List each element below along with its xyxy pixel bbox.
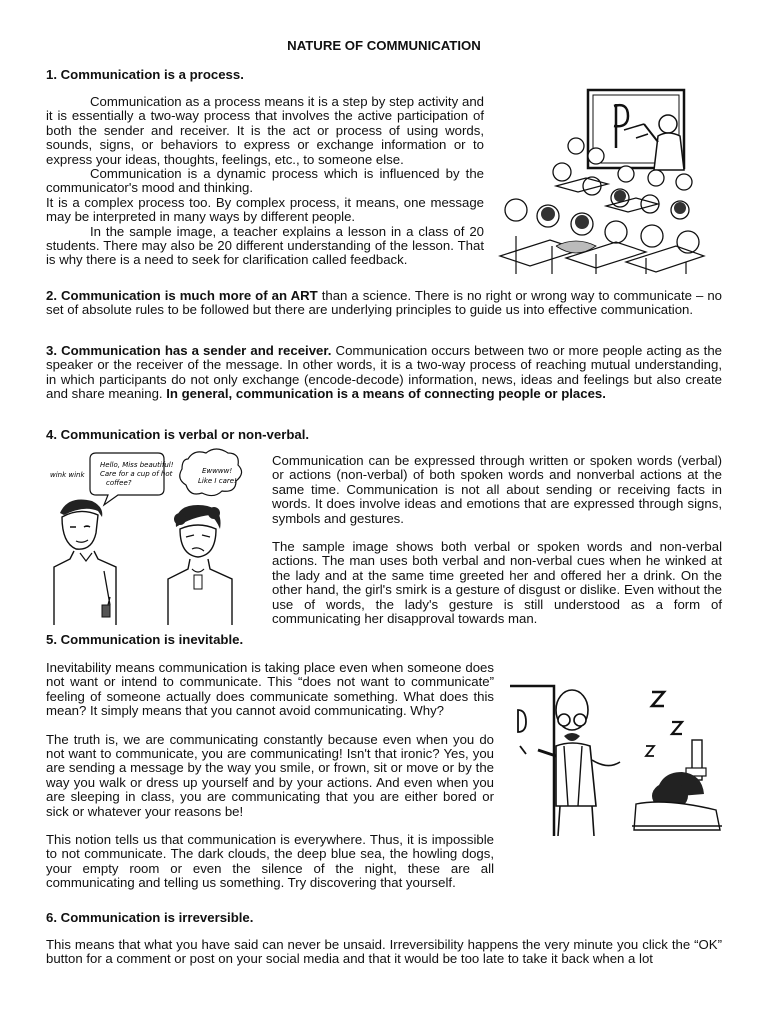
section-1-body	[46, 95, 484, 268]
section-4-body	[272, 454, 722, 626]
section-3-bold-heading: 3. Communication has a sender and receiver.	[46, 343, 332, 358]
section-6-heading-number: 6	[46, 910, 54, 925]
section-5-paragraph-1: Inevitability means communication is taking place even when someone does not want or intend to communicate. This “does not want to communicate” feeling of someone actually does communicate something. What does this mean? It simply means that you cannot avoid communicating. Why?	[46, 660, 494, 719]
section-3-bold-conclusion: In general, communication is a means of connecting people or places.	[166, 386, 606, 402]
section-5-heading: 5. Communication is inevitable.	[46, 632, 244, 647]
girl-thought-bubble: Ewwww! Like I care!	[198, 467, 237, 485]
section-5-paragraph-3: This notion tells us that communication is everywhere. Thus, it is impossible to not communicate. The dark clouds, the deep blue sea, the howling dogs, your empty room or even the silence of the night, these are all communicating and telling us something. Try discovering that yourself.	[46, 832, 494, 891]
sleeping-student-illustration	[506, 676, 724, 840]
section-2-bold-heading: 2. Communication is much more of an ART	[46, 288, 318, 303]
section-2-paragraph	[46, 289, 722, 318]
section-6-heading	[46, 910, 253, 925]
section-6-paragraph: This means that what you have said can never be unsaid. Irreversibility happens the very minute you click the “OK” button for a comment or post on your social media and that it would be too late to take it back when a lot	[46, 937, 722, 967]
section-5-body	[46, 661, 494, 891]
section-5-paragraph-2: The truth is, we are communicating constantly because even when you do not want to communicate, you are communicating! Isn't that ironic? Yes, you are sending a message by the way you smile, or frown, sit or move or by the way you walk or dress up yourself and by your actions. And even when you are sleeping in class, you are communicating that you are either bored or sick or whatever your reasons be!	[46, 731, 494, 819]
section-1-heading: 1. Communication is a process.	[46, 67, 244, 82]
section-1-paragraph-2: Communication is a dynamic process which is influenced by the communicator's mood and thinking.	[46, 166, 484, 196]
page-title: NATURE OF COMMUNICATION	[287, 38, 481, 53]
section-1-paragraph-1: Communication as a process means it is a step by step activity and it is essentially a two-way process that involves the active participation of both the sender and receiver. It is the act or process of using words, sounds, signs, or behaviors to express or exchange information or to express your ideas, thoughts, feelings, etc., to someone else.	[46, 94, 484, 167]
section-1-paragraph-4: In the sample image, a teacher explains a lesson in a class of 20 students. There may also be 20 different understanding of the lesson. That is why there is a need to seek for clarification called feedback.	[46, 223, 484, 268]
section-6-heading-text: . Communication is irreversible.	[53, 910, 254, 925]
man-and-woman-illustration	[46, 447, 260, 625]
section-2-text: than a science. There is no right or wrong way to communicate – no set of absolute rules to be followed but there are underlying principles to guide us into effective communication.	[46, 288, 722, 318]
section-3-text: Communication occurs between two or more people acting as the speaker or the receiver of the message. In other words, it is a two-way process of reaching mutual understanding, in which participants do not only exchange (encode-decode) information, news, ideas and feelings but also create and share meaning.	[46, 343, 722, 402]
section-4-heading: 4. Communication is verbal or non-verbal.	[46, 427, 310, 442]
section-4-paragraph-1: Communication can be expressed through written or spoken words (verbal) or actions (non-verbal) of both spoken words and nonverbal actions at the same time. Communication is not all about sending or receiving facts in words. It does involve ideas and emotions that are expressed through signs, symbols and gestures.	[272, 453, 722, 526]
section-4-paragraph-2: The sample image shows both verbal or spoken words and non-verbal actions. The man uses both verbal and non-verbal cues when he winked at the lady and at the same time greeted her and offered her a drink. On the other hand, the girl's smirk is a gesture of disgust or dislike. Even without the use of words, the lady's gesture is still understood as a form of communicating her disapproval towards man.	[272, 539, 722, 627]
classroom-illustration	[496, 86, 708, 276]
section-1-paragraph-3: It is a complex process too. By complex process, it means, one message may be interpreted in many ways by different people.	[46, 194, 484, 225]
wink-label: wink wink	[50, 471, 85, 479]
man-speech-bubble: Hello, Miss beautiful! Care for a cup of hot coffee?	[100, 461, 174, 487]
section-3-paragraph	[46, 344, 722, 402]
